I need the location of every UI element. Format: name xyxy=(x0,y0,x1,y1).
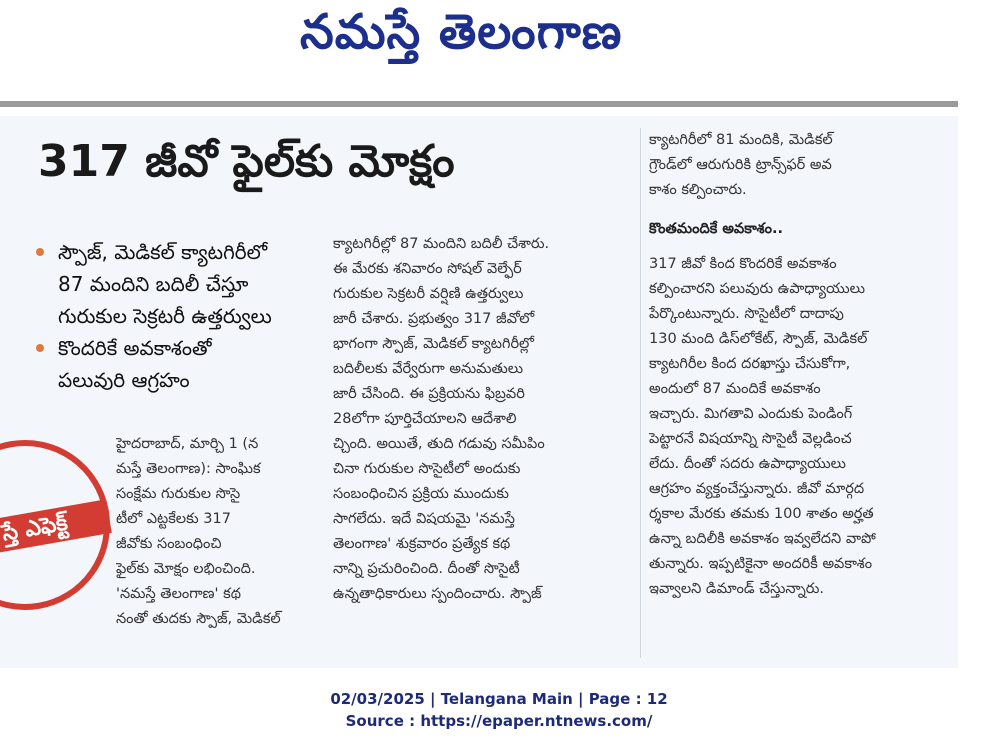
text-line: క్యాటగిరీల కింద దరఖాస్తు చేసుకోగా, xyxy=(649,356,851,372)
article-column-2 xyxy=(333,232,631,607)
bullet-dot-icon xyxy=(36,248,44,256)
text-line: సాగలేదు. ఇదే విషయమై 'నమస్తే xyxy=(333,511,515,527)
text-line: జీవోకు సంబంధించి xyxy=(116,536,222,552)
text-line: ఉన్నతాధికారులు స్పందించారు. స్పౌజ్ xyxy=(333,586,542,602)
text-line: లేదు. దీంతో సదరు ఉపాధ్యాయులు xyxy=(649,456,846,472)
article-column-1 xyxy=(116,432,320,632)
bullet-item xyxy=(30,332,320,396)
text-line: 317 జీవో కింద కొందరికే అవకాశం xyxy=(649,256,837,272)
text-line: జారీ చేశారు. ప్రభుత్వం 317 జీవోలో xyxy=(333,311,535,327)
bullet-line: 87 మందిని బదిలీ చేస్తూ xyxy=(58,272,249,296)
bullet-line: స్పౌజ్, మెడికల్ క్యాటగిరీలో xyxy=(58,240,268,264)
text-line: సంబంధించిన ప్రక్రియ ముందుకు xyxy=(333,486,509,502)
text-line: మస్తే తెలంగాణ): సాంఘిక xyxy=(116,461,261,477)
text-line: గురుకుల సెక్రటరీ వర్షిణి ఉత్తర్వులు xyxy=(333,286,524,302)
text-line: తున్నారు. ఇప్పటికైనా అందరికీ అవకాశం xyxy=(649,556,873,572)
masthead xyxy=(0,0,998,80)
text-line: ఆగ్రహం వ్యక్తంచేస్తున్నారు. జీవో మార్గద xyxy=(649,481,865,497)
text-line: ఉన్నా బదిలీకి అవకాశం ఇవ్వలేదని వాపో xyxy=(649,531,876,547)
bullet-dot-icon xyxy=(36,344,44,352)
text-line: టీలో ఎట్టకేలకు 317 xyxy=(116,511,231,527)
bullet-line: గురుకుల సెక్రటరీ ఉత్తర్వులు xyxy=(58,304,272,328)
section-subhead: కొంతమందికే అవకాశం.. xyxy=(649,221,783,237)
text-line: పేర్కొంటున్నారు. సొసైటీలో దాదాపు xyxy=(649,306,844,322)
text-line: జారీ చేసింది. ఈ ప్రక్రియను ఫిబ్రవరి xyxy=(333,386,525,402)
text-line: క్యాటగిరీలో 81 మందికి, మెడికల్ xyxy=(649,132,833,148)
bullet-line: పలువురి ఆగ్రహం xyxy=(58,368,190,392)
source-link[interactable]: Source : https://epaper.ntnews.com/ xyxy=(345,712,653,730)
text-line: 28లోగా పూర్తిచేయాలని ఆదేశాలి xyxy=(333,411,517,427)
text-line: ఇవ్వాలని డిమాండ్ చేస్తున్నారు. xyxy=(649,581,824,597)
text-line: కల్పించారని పలువురు ఉపాధ్యాయులు xyxy=(649,281,865,297)
text-line: పెట్టారనే విషయాన్ని సొసైటీ వెల్లడించ xyxy=(649,431,852,447)
text-line: హైదరాబాద్, మార్చి 1 (న xyxy=(116,436,259,452)
text-line: ర్శకాల మేరకు తమకు 100 శాతం అర్హత xyxy=(649,506,874,522)
text-line: ఇచ్చారు. మిగతావి ఎందుకు పెండింగ్ xyxy=(649,406,853,422)
article-column-3 xyxy=(649,128,941,602)
page-footer xyxy=(0,688,998,732)
highlight-bullets xyxy=(30,236,320,396)
text-line: బదిలీలకు వేర్వేరుగా అనుమతులు xyxy=(333,361,524,377)
column-divider xyxy=(640,128,641,658)
text-line: భాగంగా స్పౌజ్, మెడికల్ క్యాటగిరీల్లో xyxy=(333,336,534,352)
text-line: ఫైల్‌కు మోక్షం లభించింది. xyxy=(116,561,256,577)
text-line: చినా గురుకుల సొసైటీలో అందుకు xyxy=(333,461,521,477)
text-line: సంక్షేమ గురుకుల సొసై xyxy=(116,486,241,502)
text-line: నంతో తుదకు స్పౌజ్, మెడికల్ xyxy=(116,611,281,627)
spacer xyxy=(649,242,941,252)
text-line: క్యాటగిరీల్లో 87 మందిని బదిలీ చేశారు. xyxy=(333,236,550,252)
spacer xyxy=(649,203,941,217)
article-headline: 317 జీవో ఫైల్‌కు మోక్షం xyxy=(38,136,455,187)
text-line: కాశం కల్పించారు. xyxy=(649,182,747,198)
text-line: ఈ మేరకు శనివారం సోషల్ వెల్ఫేర్ xyxy=(333,261,522,277)
text-line: గ్రౌండ్‌లో ఆరుగురికి ట్రాన్స్‌ఫర్ అవ xyxy=(649,157,832,173)
bullet-item xyxy=(30,236,320,332)
newspaper-title: నమస్తే తెలంగాణ xyxy=(300,4,623,60)
bullet-line: కొందరికే అవకాశంతో xyxy=(58,336,212,360)
text-line: నాన్ని ప్రచురించింది. దీంతో సొసైటీ xyxy=(333,561,520,577)
text-line: అందులో 87 మందికే అవకాశం xyxy=(649,381,821,397)
text-line: 'నమస్తే తెలంగాణ' కథ xyxy=(116,586,241,602)
masthead-divider xyxy=(0,101,958,107)
text-line: చ్చింది. అయితే, తుది గడువు సమీపిం xyxy=(333,436,545,452)
edition-info: 02/03/2025 | Telangana Main | Page : 12 xyxy=(330,690,668,708)
text-line: 130 మంది డిస్‌లోకేట్, స్పౌజ్, మెడికల్ xyxy=(649,331,868,347)
effect-stamp-label: స్తే ఎఫెక్ట్ xyxy=(0,499,112,559)
text-line: తెలంగాణ' శుక్రవారం ప్రత్యేక కథ xyxy=(333,536,511,552)
